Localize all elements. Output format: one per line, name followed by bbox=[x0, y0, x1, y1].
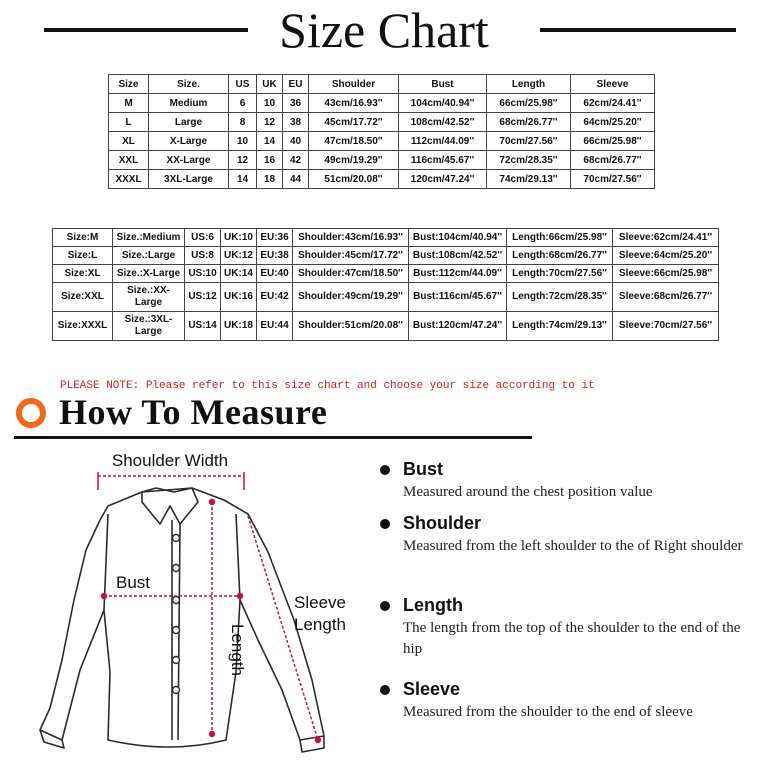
table-cell: 74cm/29.13'' bbox=[487, 170, 571, 189]
table-cell: EU:40 bbox=[257, 265, 293, 283]
table-cell: Sleeve:62cm/24.41'' bbox=[613, 229, 719, 247]
table-cell: 120cm/47.24'' bbox=[399, 170, 487, 189]
table-cell: 49cm/19.29'' bbox=[309, 151, 399, 170]
table-cell: US:6 bbox=[185, 229, 221, 247]
table-cell: Large bbox=[149, 113, 229, 132]
table-cell: 51cm/20.08'' bbox=[309, 170, 399, 189]
length-label: Length bbox=[228, 624, 247, 676]
how-to-measure-header bbox=[14, 390, 534, 442]
table-cell: Bust:108cm/42.52'' bbox=[409, 247, 507, 265]
table-cell: X-Large bbox=[149, 132, 229, 151]
table-row bbox=[53, 265, 719, 283]
size-table-compact bbox=[108, 74, 655, 189]
table-cell: 68cm/26.77'' bbox=[487, 113, 571, 132]
table-cell: Sleeve:66cm/25.98'' bbox=[613, 265, 719, 283]
size-table-labeled bbox=[52, 228, 719, 341]
bullet-icon bbox=[380, 519, 390, 529]
table-cell: US:14 bbox=[185, 312, 221, 341]
table-cell: Shoulder:45cm/17.72'' bbox=[293, 247, 409, 265]
header-cell: Size bbox=[109, 75, 149, 94]
table-cell: Size.:3XL-Large bbox=[113, 312, 185, 341]
table-cell: 112cm/44.09'' bbox=[399, 132, 487, 151]
table-cell: Size:L bbox=[53, 247, 113, 265]
table-cell: 12 bbox=[229, 151, 257, 170]
sleeve-label-line2: Length bbox=[294, 615, 346, 634]
instruction-title: Shoulder bbox=[403, 513, 482, 533]
table-cell: UK:18 bbox=[221, 312, 257, 341]
bust-end-dot bbox=[238, 594, 243, 599]
table-cell: 14 bbox=[229, 170, 257, 189]
title-bar bbox=[0, 0, 768, 62]
table-cell: Bust:112cm/44.09'' bbox=[409, 265, 507, 283]
table-cell: 104cm/40.94'' bbox=[399, 94, 487, 113]
table-cell: US:10 bbox=[185, 265, 221, 283]
table-cell: Size.:X-Large bbox=[113, 265, 185, 283]
table-row bbox=[53, 283, 719, 312]
table-cell: Shoulder:49cm/19.29'' bbox=[293, 283, 409, 312]
table-cell: Bust:120cm/47.24'' bbox=[409, 312, 507, 341]
header-cell: Bust bbox=[399, 75, 487, 94]
table-cell: 116cm/45.67'' bbox=[399, 151, 487, 170]
section-underline bbox=[14, 436, 532, 439]
table-cell: UK:10 bbox=[221, 229, 257, 247]
table-cell: Length:72cm/28.35'' bbox=[507, 283, 613, 312]
table-cell: 70cm/27.56'' bbox=[571, 170, 655, 189]
table-row bbox=[109, 113, 655, 132]
circle-icon bbox=[16, 398, 46, 428]
table-cell: 6 bbox=[229, 94, 257, 113]
table-cell: 38 bbox=[283, 113, 309, 132]
table-cell: 66cm/25.98'' bbox=[487, 94, 571, 113]
table-row bbox=[109, 94, 655, 113]
table-cell: 3XL-Large bbox=[149, 170, 229, 189]
table-cell: Bust:104cm/40.94'' bbox=[409, 229, 507, 247]
bust-label: Bust bbox=[116, 573, 151, 592]
table-cell: 66cm/25.98'' bbox=[571, 132, 655, 151]
table-cell: XXXL bbox=[109, 170, 149, 189]
table-cell: Length:70cm/27.56'' bbox=[507, 265, 613, 283]
section-title: How To Measure bbox=[59, 392, 328, 432]
table-row bbox=[53, 247, 719, 265]
table-cell: 70cm/27.56'' bbox=[487, 132, 571, 151]
instruction-title: Sleeve bbox=[403, 679, 461, 699]
table-cell: EU:36 bbox=[257, 229, 293, 247]
bullet-icon bbox=[380, 601, 390, 611]
table-cell: 10 bbox=[257, 94, 283, 113]
bullet-icon bbox=[380, 465, 390, 475]
shirt-diagram bbox=[0, 440, 370, 768]
table-cell: Medium bbox=[149, 94, 229, 113]
table-cell: US:8 bbox=[185, 247, 221, 265]
instruction-description: The length from the top of the shoulder to the end of the hip bbox=[403, 620, 741, 657]
table-cell: Size:XL bbox=[53, 265, 113, 283]
table-cell: 64cm/25.20'' bbox=[571, 113, 655, 132]
table-row bbox=[109, 170, 655, 189]
header-cell: UK bbox=[257, 75, 283, 94]
title-rule-right bbox=[540, 28, 736, 32]
table-cell: 16 bbox=[257, 151, 283, 170]
table-cell: XXL bbox=[109, 151, 149, 170]
table-row bbox=[109, 132, 655, 151]
table-cell: 45cm/17.72'' bbox=[309, 113, 399, 132]
table-cell: 108cm/42.52'' bbox=[399, 113, 487, 132]
table-cell: 36 bbox=[283, 94, 309, 113]
table-cell: US:12 bbox=[185, 283, 221, 312]
table-cell: Size.:XX-Large bbox=[113, 283, 185, 312]
table-cell: XX-Large bbox=[149, 151, 229, 170]
size-note: PLEASE NOTE: Please refer to this size chart and choose your size according to it bbox=[60, 380, 595, 392]
table-cell: EU:44 bbox=[257, 312, 293, 341]
table-cell: UK:14 bbox=[221, 265, 257, 283]
table-cell: 43cm/16.93'' bbox=[309, 94, 399, 113]
table-cell: EU:38 bbox=[257, 247, 293, 265]
table-cell: 47cm/18.50'' bbox=[309, 132, 399, 151]
table-cell: Sleeve:70cm/27.56'' bbox=[613, 312, 719, 341]
table-cell: 10 bbox=[229, 132, 257, 151]
table-cell: UK:16 bbox=[221, 283, 257, 312]
table-cell: 44 bbox=[283, 170, 309, 189]
table-cell: Size.:Medium bbox=[113, 229, 185, 247]
table-cell: Size:XXL bbox=[53, 283, 113, 312]
length-end-dot bbox=[210, 500, 215, 505]
table-row bbox=[53, 229, 719, 247]
table-cell: 8 bbox=[229, 113, 257, 132]
header-cell: Sleeve bbox=[571, 75, 655, 94]
table-cell: Shoulder:51cm/20.08'' bbox=[293, 312, 409, 341]
table-cell: 40 bbox=[283, 132, 309, 151]
shoulder-width-label: Shoulder Width bbox=[111, 451, 229, 470]
header-cell: US bbox=[229, 75, 257, 94]
table-cell: EU:42 bbox=[257, 283, 293, 312]
header-cell: Length bbox=[487, 75, 571, 94]
table-cell: 18 bbox=[257, 170, 283, 189]
table-cell: Length:66cm/25.98'' bbox=[507, 229, 613, 247]
table-cell: XL bbox=[109, 132, 149, 151]
table-cell: 68cm/26.77'' bbox=[571, 151, 655, 170]
table-cell: L bbox=[109, 113, 149, 132]
table-cell: Length:74cm/29.13'' bbox=[507, 312, 613, 341]
table-cell: Sleeve:68cm/26.77'' bbox=[613, 283, 719, 312]
instruction-description: Measured around the chest position value bbox=[403, 484, 653, 500]
sleeve-label-line1: Sleeve bbox=[294, 593, 346, 612]
instruction-description: Measured from the shoulder to the end of sleeve bbox=[403, 704, 693, 720]
table-cell: Size.:Large bbox=[113, 247, 185, 265]
table-cell: Bust:116cm/45.67'' bbox=[409, 283, 507, 312]
instruction-description: Measured from the left shoulder to the of Right shoulder bbox=[403, 538, 743, 554]
table-cell: 14 bbox=[257, 132, 283, 151]
header-cell: Shoulder bbox=[309, 75, 399, 94]
length-end-dot bbox=[210, 732, 215, 737]
table-row bbox=[53, 312, 719, 341]
instruction-title: Bust bbox=[403, 459, 443, 479]
table-cell: 72cm/28.35'' bbox=[487, 151, 571, 170]
table-cell: UK:12 bbox=[221, 247, 257, 265]
header-cell: Size. bbox=[149, 75, 229, 94]
table-cell: Sleeve:64cm/25.20'' bbox=[613, 247, 719, 265]
table-cell: Size:XXXL bbox=[53, 312, 113, 341]
table-cell: 62cm/24.41'' bbox=[571, 94, 655, 113]
table-cell: 12 bbox=[257, 113, 283, 132]
table-row bbox=[109, 151, 655, 170]
header-cell: EU bbox=[283, 75, 309, 94]
shirt-icon bbox=[40, 488, 324, 752]
table-cell: 42 bbox=[283, 151, 309, 170]
table-cell: Shoulder:47cm/18.50'' bbox=[293, 265, 409, 283]
table-cell: Shoulder:43cm/16.93'' bbox=[293, 229, 409, 247]
bust-end-dot bbox=[102, 594, 107, 599]
table-header-row bbox=[109, 75, 655, 94]
table-cell: Length:68cm/26.77'' bbox=[507, 247, 613, 265]
instruction-title: Length bbox=[403, 595, 463, 615]
table-cell: M bbox=[109, 94, 149, 113]
page-title: Size Chart bbox=[279, 2, 489, 58]
sleeve-end-dot bbox=[316, 738, 321, 743]
bullet-icon bbox=[380, 685, 390, 695]
table-cell: Size:M bbox=[53, 229, 113, 247]
